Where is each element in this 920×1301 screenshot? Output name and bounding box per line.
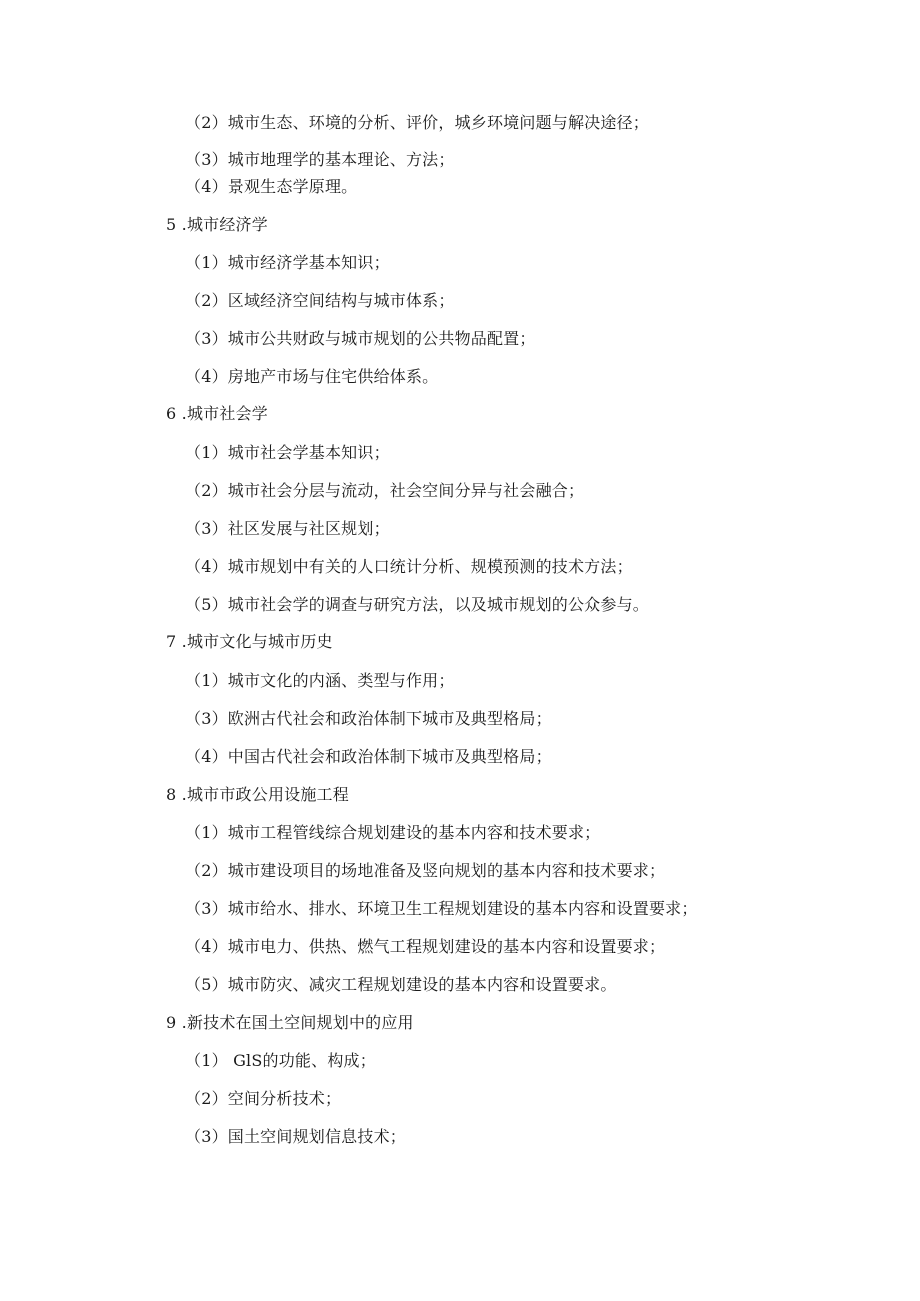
list-item: （4）城市电力、供热、燃气工程规划建设的基本内容和设置要求； bbox=[185, 937, 666, 956]
list-item: （5）城市社会学的调查与研究方法，以及城市规划的公众参与。 bbox=[185, 595, 649, 614]
list-item: （5）城市防灾、减灾工程规划建设的基本内容和设置要求。 bbox=[185, 975, 617, 994]
list-item: （3）欧洲古代社会和政治体制下城市及典型格局； bbox=[185, 709, 552, 728]
list-item: （1） GlS的功能、构成； bbox=[185, 1051, 376, 1070]
list-item: （3）城市给水、排水、环境卫生工程规划建设的基本内容和设置要求； bbox=[185, 899, 698, 918]
list-item: （1）城市社会学基本知识； bbox=[185, 443, 390, 462]
list-item: （4）景观生态学原理。 bbox=[185, 177, 358, 196]
list-item: （2）城市社会分层与流动，社会空间分异与社会融合； bbox=[185, 481, 585, 500]
list-item: （2）区域经济空间结构与城市体系； bbox=[185, 291, 455, 310]
section-heading: 6 .城市社会学 bbox=[166, 404, 268, 423]
section-heading: 5 .城市经济学 bbox=[166, 215, 268, 234]
list-item: （1）城市文化的内涵、类型与作用； bbox=[185, 671, 455, 690]
section-heading: 8 .城市市政公用设施工程 bbox=[166, 785, 349, 804]
list-item: （2）城市生态、环境的分析、评价，城乡环境问题与解决途径； bbox=[185, 113, 649, 132]
list-item: （3）城市地理学的基本理论、方法； bbox=[185, 150, 455, 169]
section-heading: 7 .城市文化与城市历史 bbox=[166, 632, 333, 651]
list-item: （4）中国古代社会和政治体制下城市及典型格局； bbox=[185, 747, 552, 766]
list-item: （4）房地产市场与住宅供给体系。 bbox=[185, 367, 439, 386]
list-item: （3）城市公共财政与城市规划的公共物品配置； bbox=[185, 329, 536, 348]
list-item: （3）社区发展与社区规划； bbox=[185, 519, 390, 538]
section-heading: 9 .新技术在国土空间规划中的应用 bbox=[166, 1013, 414, 1032]
list-item: （4）城市规划中有关的人口统计分析、规模预测的技术方法； bbox=[185, 557, 633, 576]
list-item: （1）城市经济学基本知识； bbox=[185, 253, 390, 272]
list-item: （1）城市工程管线综合规划建设的基本内容和技术要求； bbox=[185, 823, 601, 842]
list-item: （3）国土空间规划信息技术； bbox=[185, 1127, 406, 1146]
list-item: （2）城市建设项目的场地准备及竖向规划的基本内容和技术要求； bbox=[185, 861, 666, 880]
list-item: （2）空间分析技术； bbox=[185, 1089, 342, 1108]
